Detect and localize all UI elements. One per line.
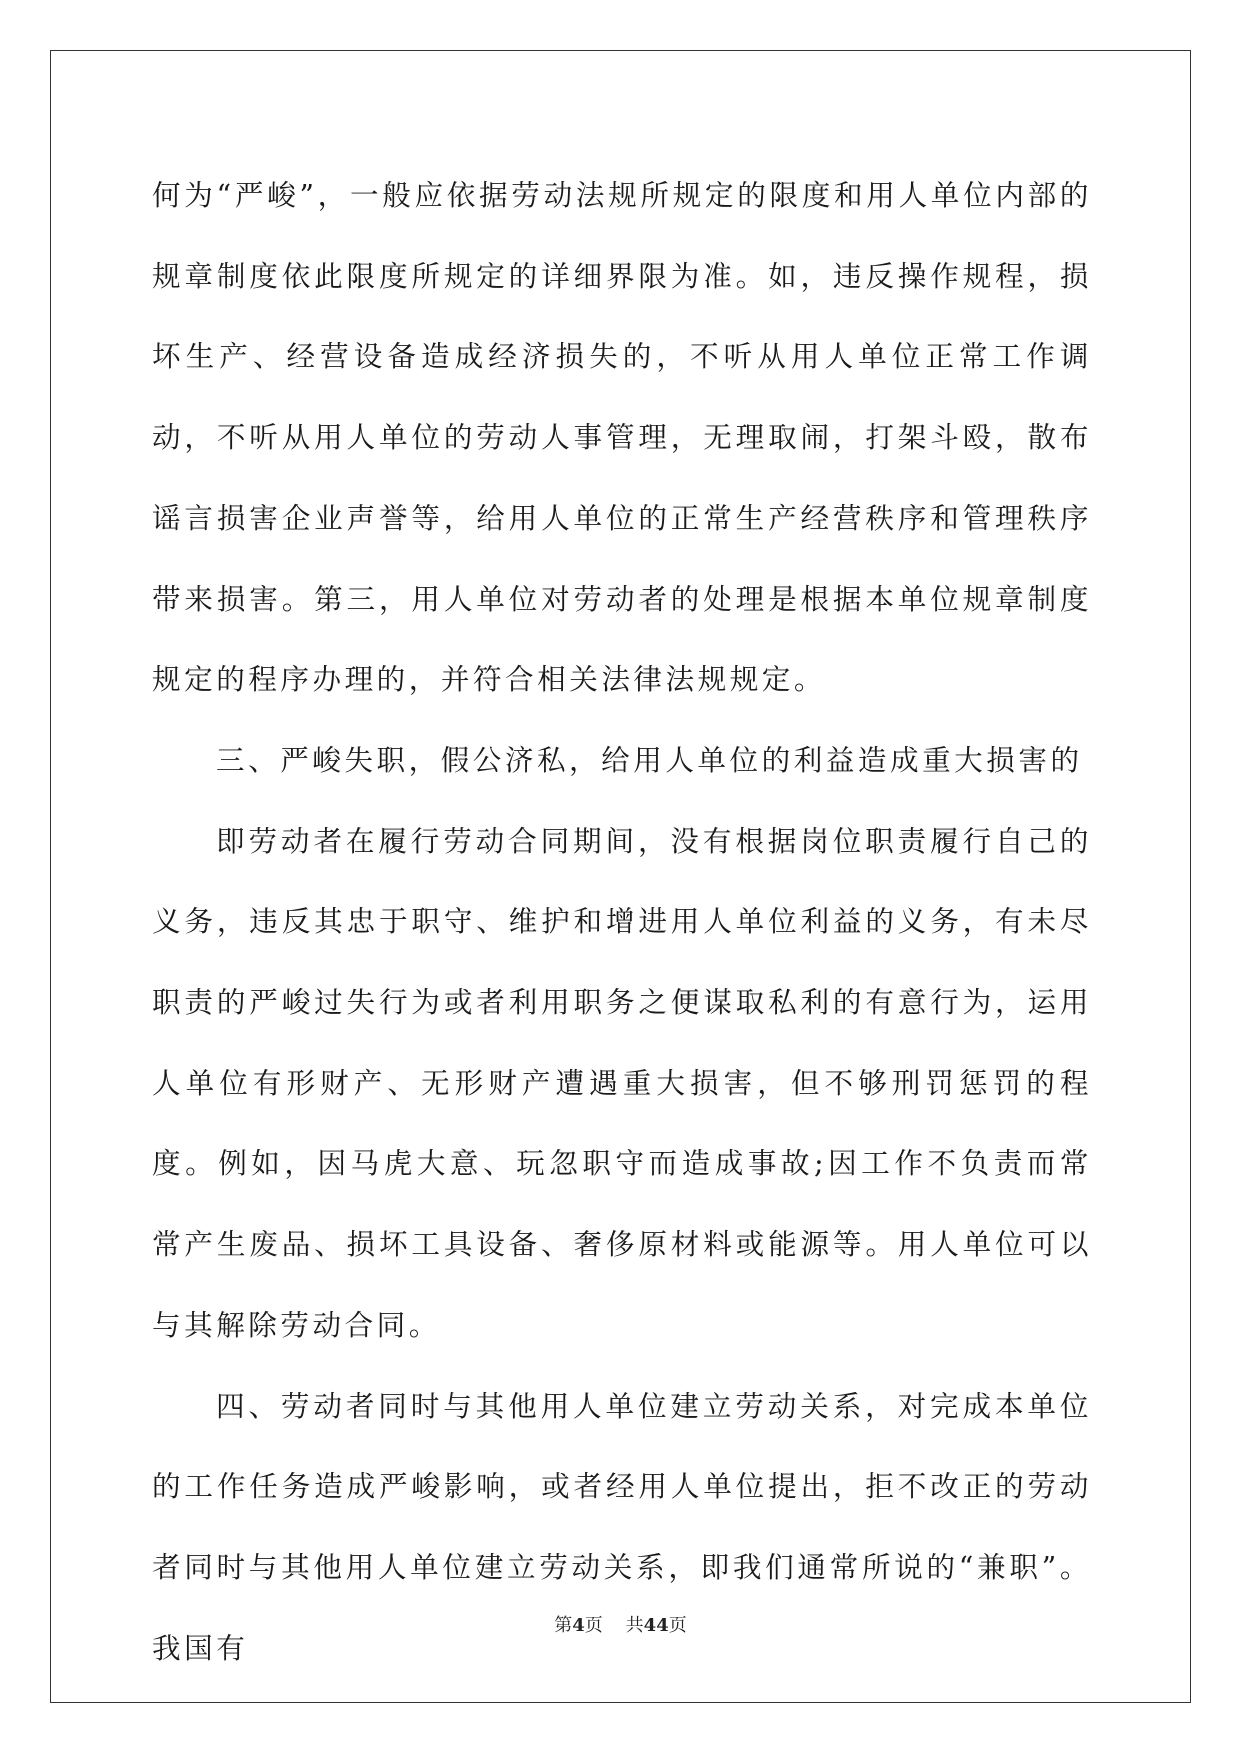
footer-total-pages: 44	[643, 1615, 669, 1636]
document-body	[152, 155, 1092, 1688]
footer-total-suffix: 页	[668, 1615, 687, 1636]
paragraph-4: 四、劳动者同时与其他用人单位建立劳动关系，对完成本单位的工作任务造成严峻影响，或者经用人单位提出，拒不改正的劳动者同时与其他用人单位建立劳动关系，即我们通常所说的“兼职”。我国有	[152, 1388, 1092, 1665]
footer-page-number: 4	[572, 1615, 585, 1636]
paragraph-1: 何为“严峻”，一般应依据劳动法规所规定的限度和用人单位内部的规章制度依此限度所规定的详细界限为准。如，违反操作规程，损坏生产、经营设备造成经济损失的，不听从用人单位正常工作调动，不听从用人单位的劳动人事管理，无理取闹，打架斗殴，散布谣言损害企业声誉等，给用人单位的正常生产经营秩序和管理秩序带来损害。第三，用人单位对劳动者的处理是根据本单位规章制度规定的程序办理的，并符合相关法律法规规定。	[152, 178, 1092, 697]
paragraph-3: 即劳动者在履行劳动合同期间，没有根据岗位职责履行自己的义务，违反其忠于职守、维护和增进用人单位利益的义务，有未尽职责的严峻过失行为或者利用职务之便谋取私利的有意行为，运用人单位有形财产、无形财产遭遇重大损害，但不够刑罚惩罚的程度。例如，因马虎大意、玩忽职守而造成事故;因工作不负责而常常产生废品、损坏工具设备、奢侈原材料或能源等。用人单位可以与其解除劳动合同。	[152, 823, 1092, 1342]
footer-page-suffix: 页	[584, 1615, 603, 1636]
footer-prefix: 第	[554, 1615, 573, 1636]
paragraph-2-heading: 三、严峻失职，假公济私，给用人单位的利益造成重大损害的	[216, 742, 1083, 777]
footer-total-prefix: 共	[625, 1615, 644, 1636]
page-footer	[0, 1611, 1241, 1637]
